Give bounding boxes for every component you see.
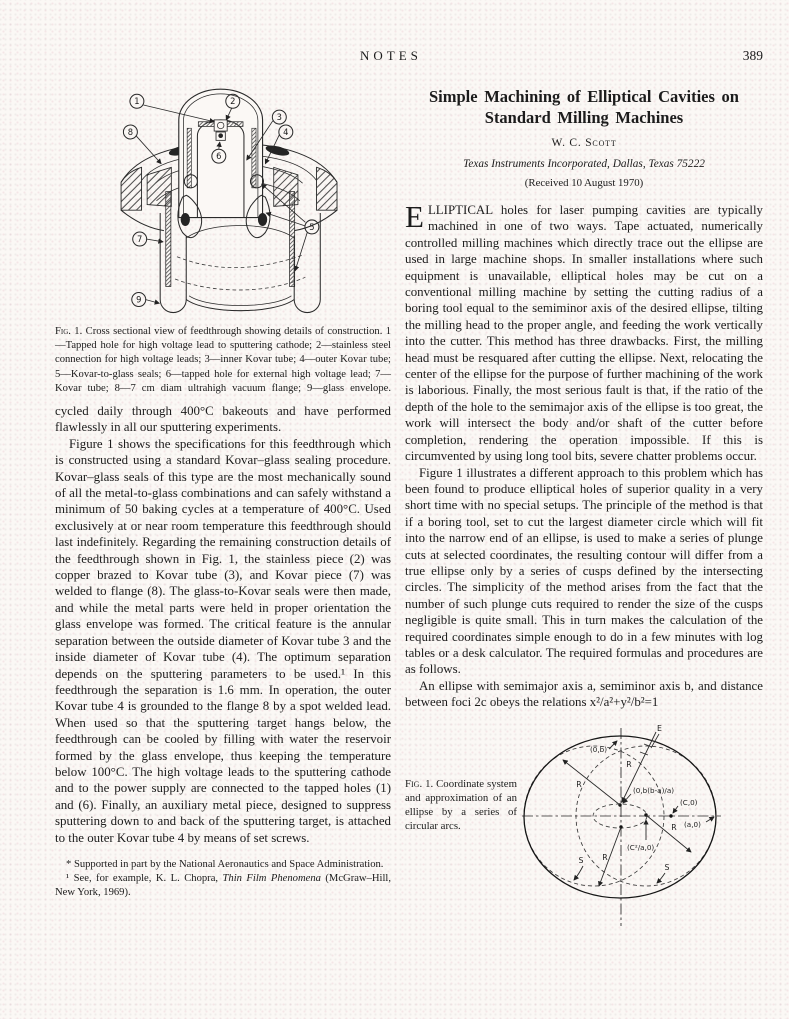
body-paragraph: An ellipse with semimajor axis a, semiminor axis b, and distance between foci 2c obeys the relations x²/a²+y²/b²=1 [405, 678, 763, 710]
label-cusp: S [664, 862, 670, 872]
cusp-arrows [574, 866, 665, 883]
ellipse-figure [521, 723, 763, 949]
figure1-caption-label: Fig. 1. [55, 326, 83, 337]
figure1-caption-text: Cross sectional view of feedthrough showing details of construction. 1—Tapped hole for high voltage lead to sputtering cathode; 2—stainless steel connection for high voltage leads; 3—inner Kovar tube; 4—outer Kovar tube; 5—Kovar-to-glass seals; 6—tapped hole for external high voltage lead; 7—Kovar tube; 8—7 cm diam ultrahigh vacuum flange; 9—glass envelope. [55, 326, 392, 394]
article-title: Simple Machining of Elliptical Cavities on Standard Milling Machines [429, 87, 739, 127]
article-affiliation: Texas Instruments Incorporated, Dallas, Texas 75222 [463, 158, 705, 170]
label-point-c0: (C,0) [680, 797, 698, 807]
two-column-layout [55, 76, 763, 949]
body-paragraph-dropcap [405, 199, 763, 465]
label-point-center: (0,b(b-a)/a) [633, 785, 675, 795]
label-radius: R [671, 822, 677, 832]
glass-envelope [160, 213, 320, 313]
callout-2: 2 [230, 96, 236, 107]
callout-4: 4 [283, 126, 289, 137]
label-point-0b: (0,b) [589, 744, 607, 754]
figure2-caption-text: Coordinate system and approximation of an ellipse by a series of circular arcs. [405, 777, 517, 833]
callout-9: 9 [136, 294, 142, 305]
ellipse-figure-block [405, 723, 763, 949]
body-paragraph: Figure 1 illustrates a different approach to this problem which has been found to produce elliptical holes of superior quality in a very short time with no special setups. The principle of the method is that if a boring tool, set to cut the largest diameter circle which will fit into the narrow end of an ellipse, is used to make a series of plunge cuts at selected coordinates, the resulting contour will differ from a true ellipse only by a series of cusps defined by the intersecting circles. The simplicity of the method arises from the fact that the number of such plunge cuts required to render the size of the cusps negligible is quite small. This in turn makes the calculation of the required coordinates simple enough to do in a few minutes with log tables or a desk calculator. The required formulas and procedures are as follows. [405, 465, 763, 677]
article-author: W. C. Scott [551, 137, 617, 149]
callout-8: 8 [127, 126, 134, 137]
footnote-reference-pre: ¹ See, for example, K. L. Chopra, [66, 872, 223, 884]
right-column [405, 76, 763, 949]
callout-7: 7 [137, 234, 143, 245]
main-ellipse [524, 736, 716, 898]
callout-6: 6 [216, 151, 222, 162]
label-radius: R [626, 759, 632, 769]
callout-3: 3 [276, 112, 282, 123]
kovar-tube-rod [290, 192, 295, 287]
footnote-reference-post: (McGraw–Hill, New York, 1969). [55, 872, 391, 898]
label-point-a0: (a,0) [684, 819, 701, 829]
section-heading: NOTES [360, 48, 422, 63]
figure2-caption-label: Fig. 1. [405, 777, 434, 790]
left-column [55, 76, 391, 949]
feedthrough-figure [67, 78, 379, 320]
drop-cap: E [405, 199, 424, 234]
footnotes [55, 858, 391, 900]
paragraph-text: LLIPTICAL holes for laser pumping cavities are typically machined in one of two ways. Tape actuated, numerically controlled milling machines which directly trace out the ellipse are used in large machine shops. In smaller installations where such equipment is unavailable, elliptical holes may be cut on a conventional milling machine by setting the cutting radius of a boring tool equal to the semiminor axis of the desired ellipse, tilting the milling head to the proper angle, and feeding the work vertically into the cutter. This method has three drawbacks. First, the milling head must be resquared after cutting the ellipse. Next, relocating the center of the ellipse for the purpose of further machining of the work is laborious. Finally, the most serious fault is that, if the ratio of the depth of the hole to the semimajor axis of the ellipse is too great, the work will intersect the body and/or shaft of the cutter before completion, rendering the operation impossible. If this is circumvented by using long tool bits, severe chatter problems occur. [405, 203, 763, 464]
page-number: 389 [742, 48, 763, 63]
footnote-book-title: Thin Film Phenomena [222, 872, 321, 884]
figure2-caption [405, 777, 521, 949]
body-paragraph: cycled daily through 400°C bakeouts and have performed flawlessly in all our sputtering experiments. [55, 404, 391, 435]
running-header [55, 48, 763, 70]
body-paragraph: Figure 1 shows the specifications for this feedthrough which is constructed using a standard Kovar–glass sealing procedure. Kovar–glass seals of this type are the most mechanically sound of all the metal-to-glass combinations and can safely withstand a minimum of 50 baking cycles at a temperature of 400°C. Used exclusively at or near room temperature this feedthrough should last indefinitely. Regarding the remaining construction details of the feedthrough shown in Fig. 1, the stainless piece (2) was copper brazed to Kovar tube (3), and Kovar piece (7) was welded to flange (8). The glass-to-Kovar seals were then made, and while the metal parts were held in proper orientation the glass envelope was formed. The critical feature is the annular separation between the outside diameter of Kovar tube 3 and the inside diameter of Kovar tube (4). The optimum separation depends on the sputtering parameters to be used.¹ In this feedthrough the separation is 1.6 mm. In operation, the outer Kovar tube 4 is grounded to the flange 8 by a spot welded lead. When used so that the sputtering target hangs below, the feedthrough can be cooled by filling with water the reservoir formed by the glass envelope, thus keeping the temperature below 100°C. The high voltage leads to the sputtering cathode and to the power supply are connected to the tapped holes (1) and (6). Finally, an auxiliary metal piece, designed to suppress sputtering down to and back of the sputtering target, is attached to the outer Kovar tube 4 by means of set screws. [55, 436, 391, 845]
label-cusp-error: E [657, 723, 662, 733]
kovar-tube-rod [166, 192, 171, 287]
label-cusp: S [578, 855, 584, 865]
footnote-support: * Supported in part by the National Aeronautics and Space Administration. [66, 858, 384, 870]
label-radius: R [602, 852, 608, 862]
label-radius: R [576, 779, 582, 789]
callout-5: 5 [309, 221, 315, 232]
figure1-caption [55, 325, 391, 396]
article-received-date: (Received 10 August 1970) [524, 177, 644, 189]
footnote-reference [55, 872, 391, 900]
label-point-c2a: (C²/a,0) [627, 842, 655, 852]
callout-1: 1 [134, 96, 140, 107]
